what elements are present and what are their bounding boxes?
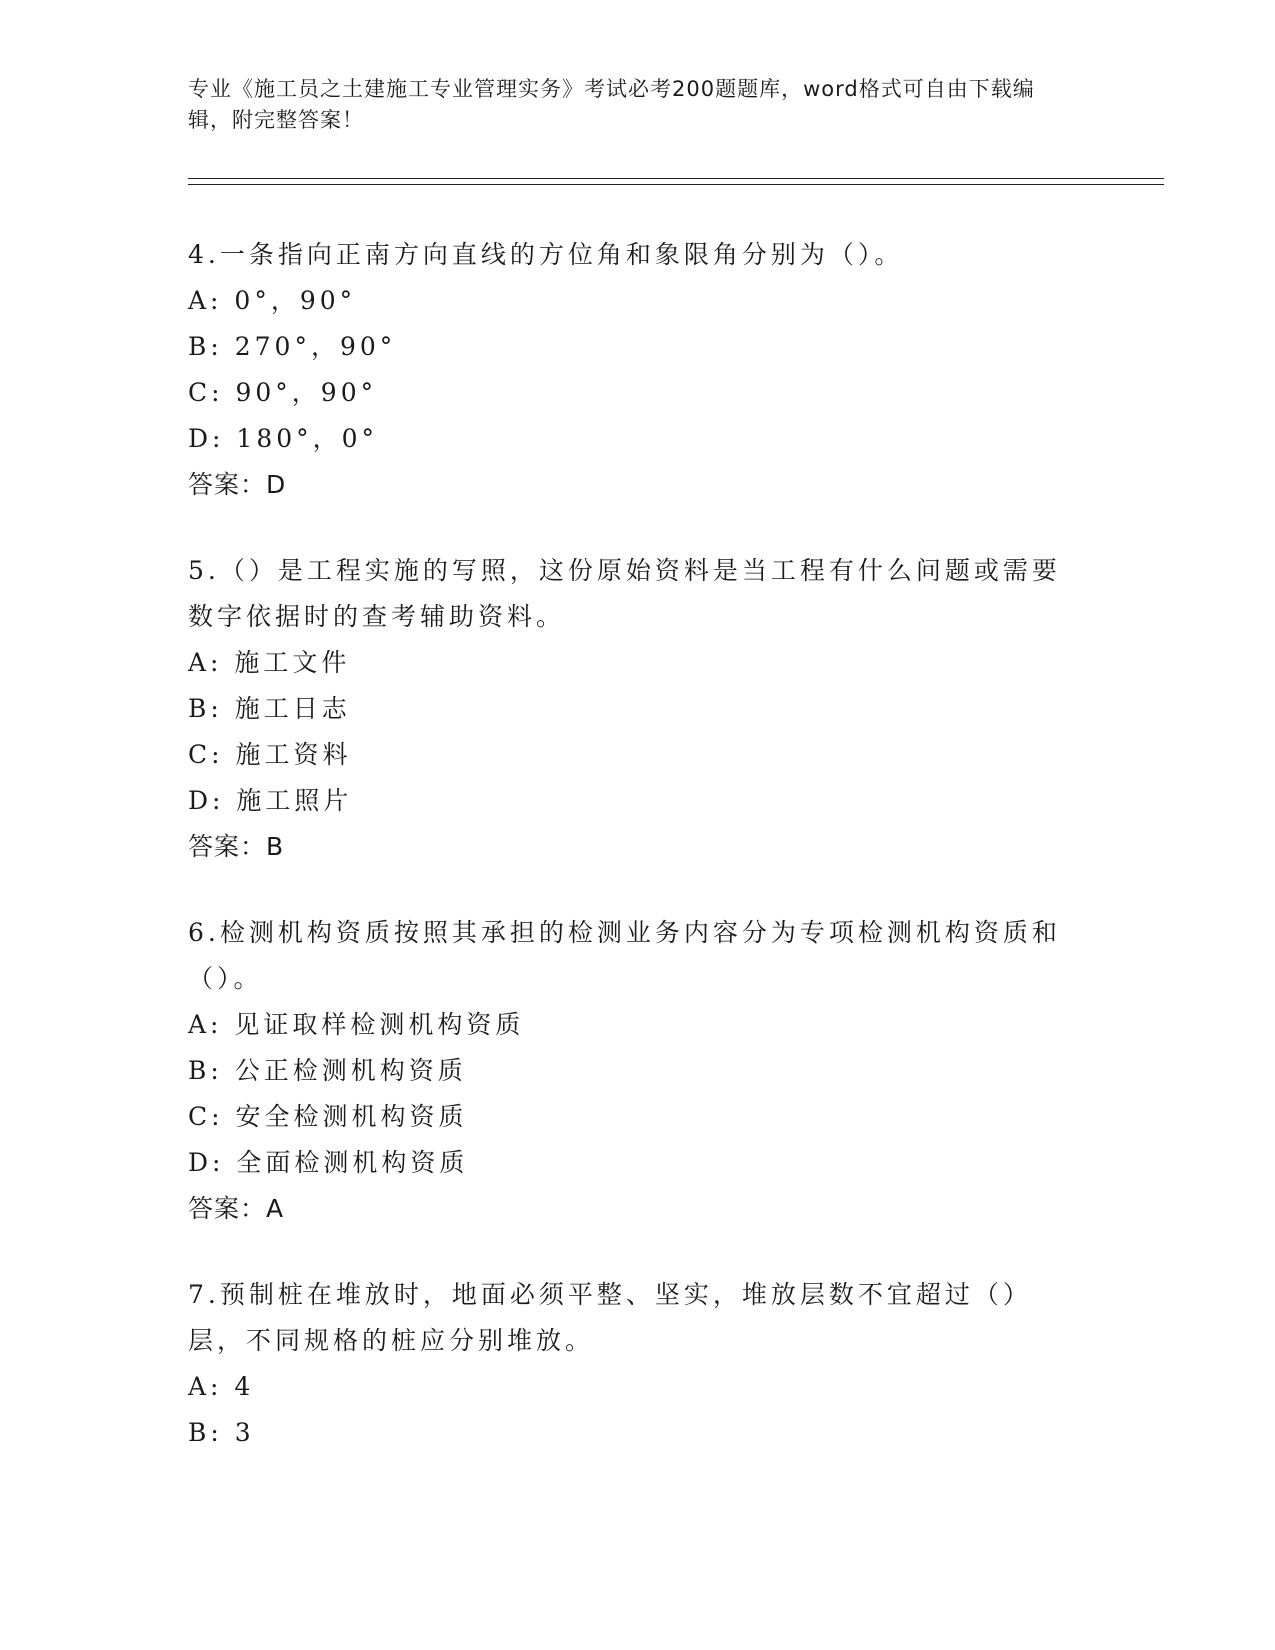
option-c: C: 安全检测机构资质 [188, 1102, 468, 1131]
option-d: D: 全面检测机构资质 [188, 1148, 469, 1177]
option-a: A: 4 [188, 1372, 255, 1401]
question-4 [188, 232, 1088, 508]
option-d: D: 施工照片 [188, 786, 353, 815]
option-b: B: 270°，90° [188, 332, 397, 361]
option-d: D: 180°，0° [188, 424, 379, 453]
question-text: 7.预制桩在堆放时，地面必须平整、坚实，堆放层数不宜超过（）层，不同规格的桩应分别堆放。 [188, 1280, 1032, 1355]
question-5 [188, 548, 1088, 870]
answer: 答案：D [188, 470, 287, 499]
question-text: 4.一条指向正南方向直线的方位角和象限角分别为（）。 [188, 240, 904, 269]
option-a: A: 见证取样检测机构资质 [188, 1010, 525, 1039]
option-a: A: 0°，90° [188, 286, 357, 315]
option-b: B: 施工日志 [188, 694, 351, 723]
question-text: 5.（）是工程实施的写照，这份原始资料是当工程有什么问题或需要数字依据时的查考辅助资料。 [188, 556, 1061, 631]
answer: 答案：A [188, 1194, 285, 1223]
question-text: 6.检测机构资质按照其承担的检测业务内容分为专项检测机构资质和（）。 [188, 918, 1061, 993]
question-6 [188, 910, 1088, 1232]
question-list [188, 232, 1088, 1496]
document-header: 专业《施工员之土建施工专业管理实务》考试必考200题题库，word格式可自由下载编辑，附完整答案！ [188, 77, 1035, 132]
option-a: A: 施工文件 [188, 648, 351, 677]
answer: 答案：B [188, 832, 285, 861]
option-b: B: 公正检测机构资质 [188, 1056, 467, 1085]
question-7 [188, 1272, 1088, 1456]
option-c: C: 施工资料 [188, 740, 352, 769]
option-c: C: 90°，90° [188, 378, 378, 407]
option-b: B: 3 [188, 1418, 255, 1447]
header-divider [188, 178, 1164, 185]
